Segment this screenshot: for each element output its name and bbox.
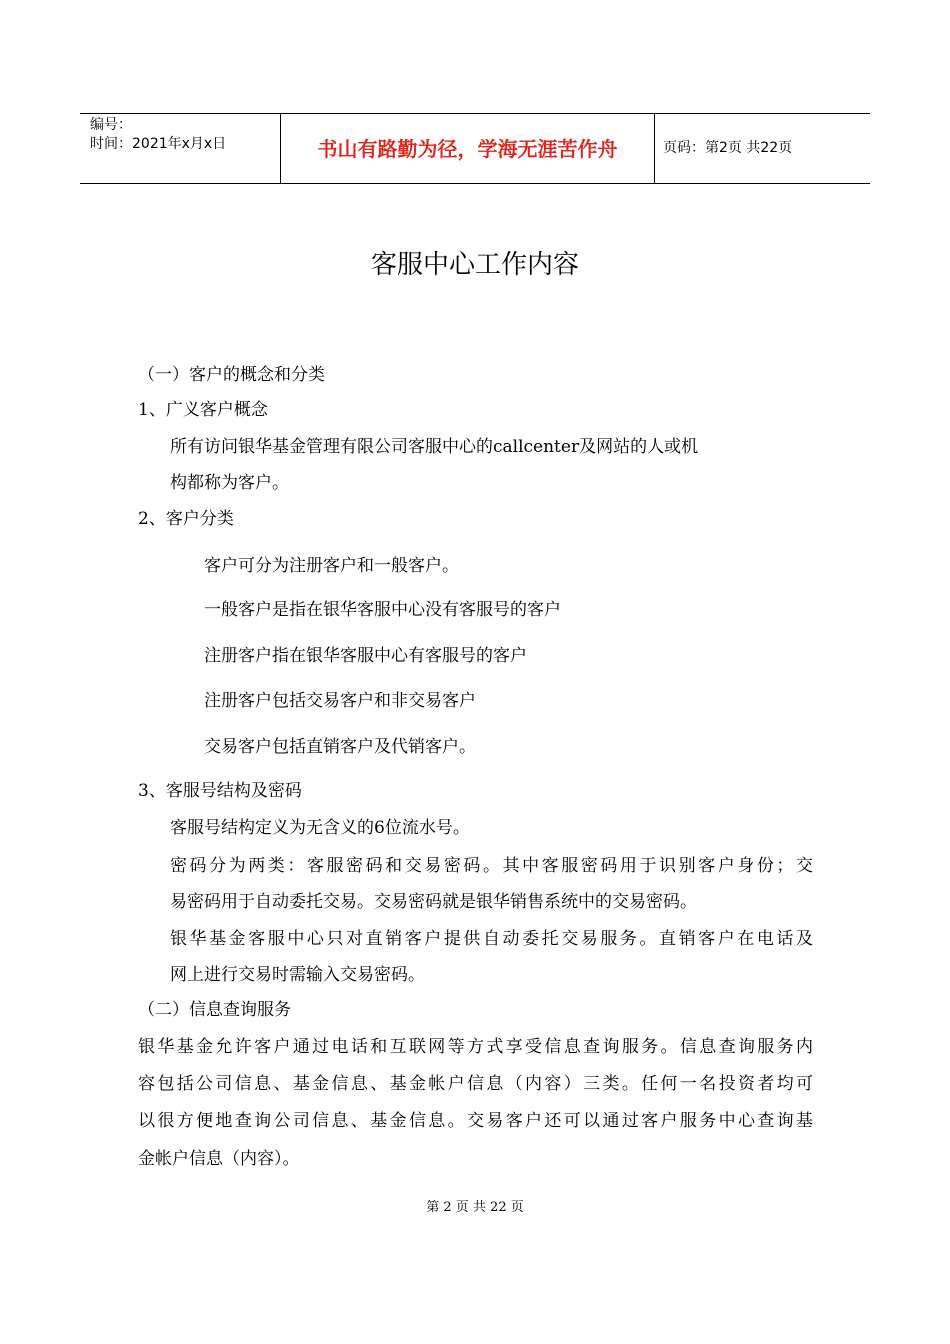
item-heading: 3、客服号结构及密码: [138, 781, 302, 801]
paragraph-line: 注册客户包括交易客户和非交易客户: [204, 691, 476, 711]
page-title: 客服中心工作内容: [370, 250, 579, 280]
paragraph-line: 银华基金允许客户通过电话和互联网等方式享受信息查询服务。信息查询服务内: [138, 1037, 813, 1057]
paragraph-line: 注册客户指在银华客服中心有客服号的客户: [204, 646, 527, 666]
header-page-cell: [655, 114, 870, 183]
page-footer: 第 2 页 共 22 页: [426, 1200, 524, 1215]
paragraph-line: 易密码用于自动委托交易。交易密码就是银华销售系统中的交易密码。: [170, 892, 697, 912]
paragraph-line: 网上进行交易时需输入交易密码。: [170, 965, 425, 985]
paragraph-line: 以很方便地查询公司信息、基金信息。交易客户还可以通过客户服务中心查询基: [138, 1111, 813, 1131]
paragraph-line: 密码分为两类：客服密码和交易密码。其中客服密码用于识别客户身份；交: [170, 856, 813, 876]
header-motto-cell: [281, 114, 654, 183]
header-table: [80, 113, 870, 184]
page-info: 页码：第2页 共22页: [663, 140, 793, 156]
motto: 书山有路勤为径，学海无涯苦作舟: [317, 137, 618, 161]
paragraph-line: 构都称为客户。: [170, 473, 289, 493]
section-heading: （二）信息查询服务: [138, 1000, 291, 1020]
paragraph-line: 银华基金客服中心只对直销客户提供自动委托交易服务。直销客户在电话及: [170, 929, 813, 949]
paragraph-line: 金帐户信息（内容）。: [138, 1149, 300, 1169]
item-heading: 1、广义客户概念: [138, 400, 268, 420]
date-label: 时间：2021年x月x日: [90, 136, 227, 152]
paragraph-line: 客户可分为注册客户和一般客户。: [204, 556, 459, 576]
item-heading: 2、客户分类: [138, 509, 234, 529]
paragraph-line: 所有访问银华基金管理有限公司客服中心的callcenter及网站的人或机: [170, 437, 699, 457]
paragraph-line: 客服号结构定义为无含义的6位流水号。: [170, 818, 470, 838]
number-label: 编号：: [90, 117, 132, 133]
header-meta-cell: [80, 114, 280, 183]
paragraph-line: 一般客户是指在银华客服中心没有客服号的客户: [204, 600, 561, 620]
paragraph-line: 交易客户包括直销客户及代销客户。: [204, 737, 476, 757]
paragraph-line: 容包括公司信息、基金信息、基金帐户信息（内容）三类。任何一名投资者均可: [138, 1074, 813, 1094]
section-heading: （一）客户的概念和分类: [138, 365, 325, 385]
